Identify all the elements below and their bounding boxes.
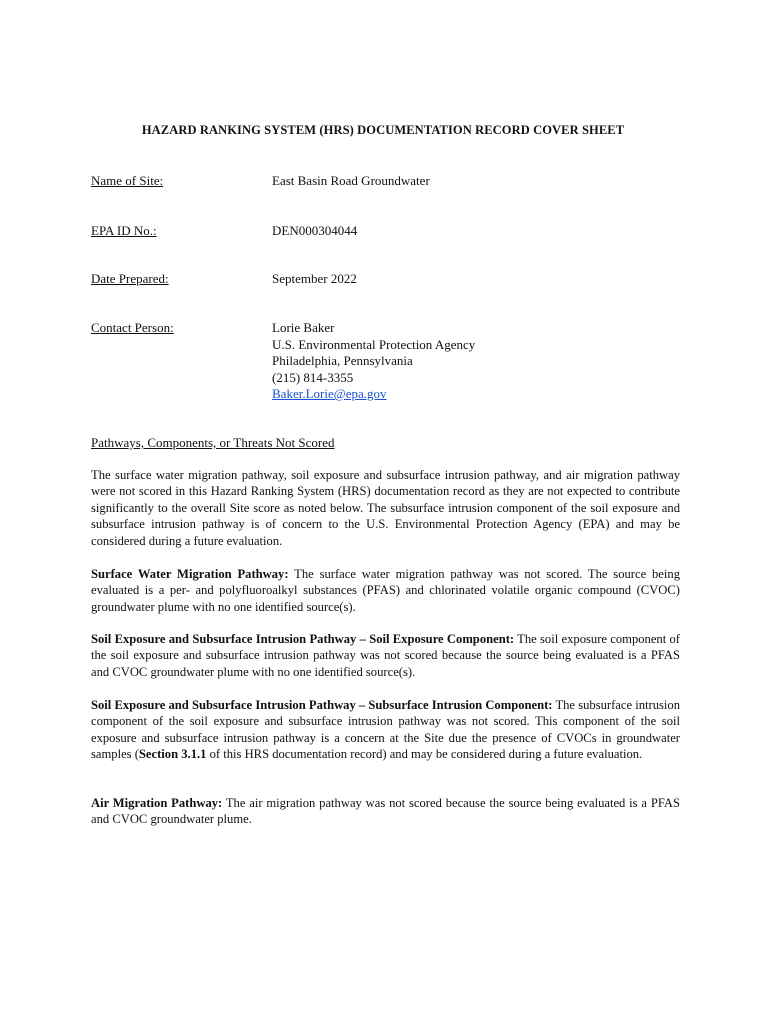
surface-water-paragraph [91, 566, 680, 615]
contact-person-label: Contact Person: [91, 320, 174, 335]
epa-id-value: DEN000304044 [272, 223, 358, 238]
subsurface-intrusion-heading: Soil Exposure and Subsurface Intrusion Pathway – Subsurface Intrusion Component: [91, 698, 553, 712]
site-name-value: East Basin Road Groundwater [272, 173, 430, 188]
section-reference: Section 3.1.1 [138, 747, 207, 762]
site-name-label: Name of Site: [91, 173, 164, 188]
soil-exposure-heading: Soil Exposure and Subsurface Intrusion Pathway – Soil Exposure Component: [91, 632, 515, 646]
contact-name: Lorie Baker [272, 320, 335, 335]
intro-paragraph: The surface water migration pathway, soil exposure and subsurface intrusion pathway, and air migration pathway were not scored in this Hazard Ranking System (HRS) documentation record as they are not expected to contribute significantly to the overall Site score as noted below. The subsurface intrusion component of the soil exposure and subsurface intrusion pathway is of concern to the U.S. Environmental Protection Agency (EPA) and may be considered during a future evaluation. [91, 468, 680, 548]
page-title: HAZARD RANKING SYSTEM (HRS) DOCUMENTATION RECORD COVER SHEET [141, 123, 625, 137]
date-prepared-value: September 2022 [272, 271, 357, 286]
contact-phone: (215) 814-3355 [272, 369, 354, 385]
subsurface-intrusion-text-after: of this HRS documentation record) and may be considered during a future evaluation. [206, 747, 643, 762]
contact-email-link[interactable]: Baker.Lorie@epa.gov [272, 386, 387, 401]
section-heading: Pathways, Components, or Threats Not Scored [91, 435, 335, 450]
air-migration-heading: Air Migration Pathway: [91, 796, 223, 810]
surface-water-heading: Surface Water Migration Pathway: [91, 567, 289, 581]
contact-agency: U.S. Environmental Protection Agency [272, 336, 476, 352]
contact-details [272, 320, 475, 403]
date-prepared-label: Date Prepared: [91, 271, 169, 286]
soil-exposure-paragraph [91, 631, 680, 680]
contact-location: Philadelphia, Pennsylvania [272, 353, 413, 368]
subsurface-intrusion-paragraph [91, 697, 680, 763]
soil-exposure-text: The soil exposure component of the soil exposure and subsurface intrusion pathway was not scored because the source being evaluated is a PFAS and CVOC groundwater plume with no one identified source(s). [91, 632, 680, 679]
subsurface-intrusion-text-before: The subsurface intrusion component of the soil exposure and subsurface intrusion pathway was not scored. This component of the soil exposure and subsurface intrusion pathway is a concern at the Site due the presence of CVOCs in groundwater samples ( [91, 698, 680, 762]
air-migration-paragraph [91, 795, 680, 828]
air-migration-text: The air migration pathway was not scored because the source being evaluated is a PFAS and CVOC groundwater plume. [91, 796, 680, 827]
epa-id-label: EPA ID No.: [91, 223, 157, 238]
surface-water-text: The surface water migration pathway was not scored. The source being evaluated is a per- and polyfluoroalkyl substances (PFAS) and chlorinated volatile organic compound (CVOC) groundwater plume with no one identified source(s). [91, 567, 680, 614]
